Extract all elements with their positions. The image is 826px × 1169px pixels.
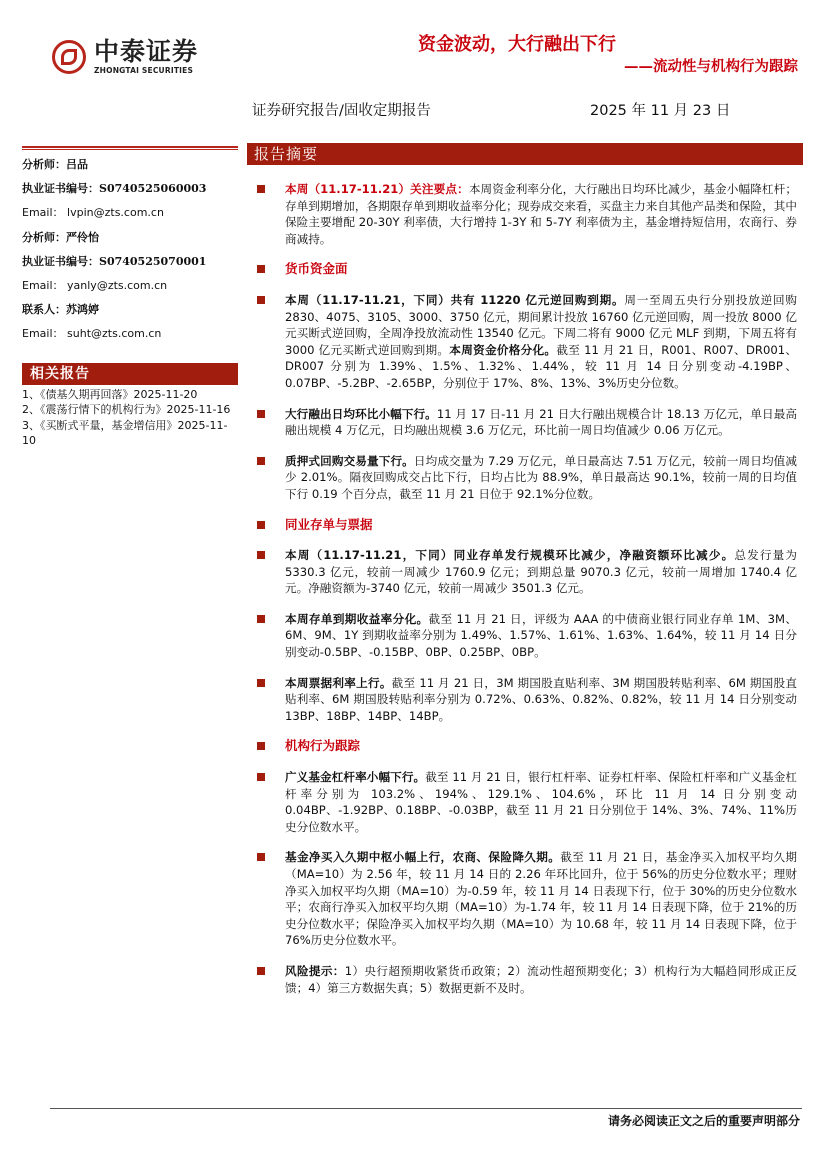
company-logo — [52, 38, 198, 75]
report-date: 2025 年 11 月 23 日 — [590, 103, 731, 119]
risk-warning: 风险提示：1）央行超预期收紧货币政策；2）流动性超预期变化；3）机构行为大幅趋同形成正反馈；4）第三方数据失真；5）数据更新不及时。 — [247, 963, 803, 996]
sidebar-divider — [22, 146, 238, 150]
section-heading: 同业存单与票据 — [247, 517, 803, 534]
summary-bullet: 本周票据利率上行。截至 11 月 21 日，3M 期国股直贴利率、3M 期国股转贴利率、6M 期国股直贴利率、6M 期国股转贴利率分别为 0.72%、0.63%、0.82%、0.82%，较 11 月 14 日分别变动 13BP、18BP、14BP、14BP。 — [247, 675, 803, 725]
logo-emblem-icon — [52, 40, 86, 74]
analyst-name: 分析师：严伶怡 — [22, 230, 99, 244]
summary-bullet: 本周（11.17-11.21，下同）共有 11220 亿元逆回购到期。周一至周五央行分别投放逆回购 2830、4075、3105、3000、3750 亿元，期间累计投放 16760 亿元逆回购，周一投放 8000 亿元买断式逆回购，全周净投放流动性 13540 亿元。下周二将有 9000 亿元 MLF 到期，下周五将有 3000 亿元买断式逆回购到期。本周资金价格分化。截至 11 月 21 日，R001、R007、DR001、DR007 分别为 1.39%、1.5%、1.32%、1.44%，较 11 月 14 日分别变动-4.19BP、0.07BP、-5.2BP、-2.65BP，分别位于 17%、8%、13%、3%历史分位数。 — [247, 292, 803, 392]
summary-bullet: 基金净买入久期中枢小幅上行，农商、保险降久期。截至 11 月 21 日，基金净买入加权平均久期（MA=10）为 2.56 年，较 11 月 14 日的 2.26 年环比回升，位于 56%的历史分位数水平；理财净买入加权平均久期（MA=10）为-0.59 年，较 11 月 14 日表现下行，位于 30%的历史分位数水平；农商行净买入加权平均久期（MA=10）为-1.74 年，较 11 月 14 日表现下降，位于 21%的历史分位数水平；保险净买入加权平均久期（MA=10）为 10.68 年，较 11 月 14 日表现下降，位于 76%历史分位数水平。 — [247, 849, 803, 949]
analyst-email[interactable]: Email： yanly@zts.com.cn — [22, 278, 168, 292]
summary-bullet: 质押式回购交易量下行。日均成交量为 7.29 万亿元，单日最高达 7.51 万亿元，较前一周日均值减少 2.01%。隔夜回购成交占比下行，日均占比为 88.9%，单日最高达 90.1%，较前一周的日均值下行 0.19 个百分点，截至 11 月 21 日位于 92.1%分位数。 — [247, 453, 803, 503]
contact-email[interactable]: Email： suht@zts.com.cn — [22, 327, 162, 341]
logo-name-en: ZHONGTAI SECURITIES — [94, 66, 194, 75]
summary-bullet: 大行融出日均环比小幅下行。11 月 17 日-11 月 21 日大行融出规模合计 18.13 万亿元，单日最高融出规模 4 万亿元，日均融出规模 3.6 万亿元，环比前一周日均值减少 0.06 万亿元。 — [247, 406, 803, 439]
summary-bullet: 本周（11.17-11.21，下同）同业存单发行规模环比减少，净融资额环比减少。总发行量为 5330.3 亿元，较前一周减少 1760.9 亿元；到期总量 9070.3 亿元，较前一周增加 1740.4 亿元。净融资额为-3740 亿元，较前一周减少 3501.3 亿元。 — [247, 547, 803, 597]
related-report-item[interactable]: 3、《买断式平量，基金增信用》2025-11-10 — [22, 418, 228, 447]
report-subtitle: ——流动性与机构行为跟踪 — [624, 59, 798, 75]
related-reports-heading: 相关报告 — [22, 363, 238, 385]
summary-bullet: 本周存单到期收益率分化。截至 11 月 21 日，评级为 AAA 的中债商业银行同业存单 1M、3M、6M、9M、1Y 到期收益率分别为 1.49%、1.57%、1.61%、1.63%、1.64%，较 11 月 14 日分别变动-0.5BP、-0.15BP、0BP、0.25BP、0BP。 — [247, 611, 803, 661]
logo-name-cn: 中泰证券 — [94, 37, 199, 66]
footer-divider — [50, 1108, 802, 1109]
analyst-license: 执业证书编号：S0740525070001 — [22, 254, 207, 268]
summary-bullet: 本周（11.17-11.21）关注要点：本周资金利率分化，大行融出日均环比减少，基金小幅降杠杆；存单到期增加，各期限存单到期收益率分化；现券成交来看，买盘主力来自其他产品类和保险，其中保险主要增配 20-30Y 利率债，大行增持 1-3Y 和 5-7Y 利率债为主，基金增持短信用，农商行、券商减持。 — [247, 181, 803, 247]
analyst-license: 执业证书编号：S0740525060003 — [22, 182, 207, 196]
section-heading: 货币资金面 — [247, 261, 803, 278]
related-reports-list — [22, 387, 238, 449]
analyst-sidebar — [22, 146, 238, 449]
footer-disclaimer: 请务必阅读正文之后的重要声明部分 — [607, 1114, 800, 1128]
related-report-item[interactable]: 2、《震荡行情下的机构行为》2025-11-16 — [22, 403, 231, 416]
summary-heading: 报告摘要 — [247, 143, 803, 165]
report-type: 证券研究报告/固收定期报告 — [252, 103, 431, 119]
report-title: 资金波动，大行融出下行 — [418, 34, 616, 55]
contact-name: 联系人：苏鸿婷 — [22, 303, 99, 317]
analyst-email[interactable]: Email： lvpin@zts.com.cn — [22, 206, 164, 220]
related-report-item[interactable]: 1、《债基久期再回落》2025-11-20 — [22, 387, 198, 401]
section-heading: 机构行为跟踪 — [247, 738, 803, 755]
summary-bullet: 广义基金杠杆率小幅下行。截至 11 月 21 日，银行杠杆率、证券杠杆率、保险杠杆率和广义基金杠杆率分别为 103.2%、194%、129.1%、104.6%，环比 11 月 14 日分别变动 0.04BP、-1.92BP、0.18BP、-0.03BP，截至 11 月 21 日分别位于 14%、3%、74%、11%历史分位数水平。 — [247, 769, 803, 835]
analyst-name: 分析师：吕品 — [22, 158, 88, 171]
report-summary — [247, 143, 803, 996]
